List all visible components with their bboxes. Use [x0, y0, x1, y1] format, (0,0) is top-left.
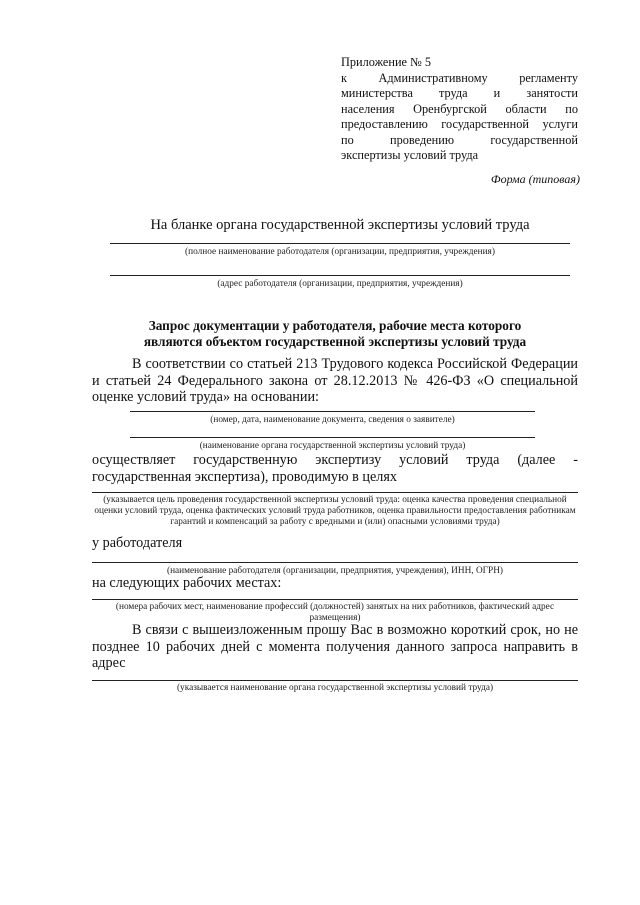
performs-paragraph: осуществляет государственную экспертизу условий труда (далее - государственная экспертиза), проводимую в целях — [92, 452, 578, 485]
workplaces-line — [92, 599, 578, 600]
workplaces-caption: (номера рабочих мест, наименование профессий (должностей) занятых на них работников, фактический адрес размещения) — [115, 602, 555, 623]
employer-address-caption: (адрес работодателя (организации, предприятия, учреждения) — [217, 279, 463, 289]
appendix-line: к Административному регламенту — [341, 70, 578, 85]
appendix-line: экспертизы условий труда — [341, 148, 479, 162]
basis-caption: (номер, дата, наименование документа, сведения о заявителе) — [210, 415, 455, 425]
appendix-title: Приложение № 5 — [341, 55, 432, 69]
title-line: Запрос документации у работодателя, рабочие места которого — [148, 318, 522, 333]
document-title — [95, 318, 575, 350]
letterhead-note: На бланке органа государственной экспертизы условий труда — [150, 217, 530, 233]
purpose-line — [92, 492, 578, 493]
employer-details-line — [92, 562, 578, 563]
request-paragraph: В связи с вышеизложенным прошу Вас в возможно короткий срок, но не позднее 10 рабочих дней с момента получения данного запроса направить в адрес — [92, 622, 578, 671]
employer-details-caption: (наименование работодателя (организации, предприятия, учреждения), ИНН, ОГРН) — [166, 566, 504, 576]
appendix-line: предоставлению государственной услуги — [341, 117, 578, 131]
appendix-header — [341, 55, 578, 164]
authority-caption: (наименование органа государственной экспертизы условий труда) — [199, 441, 466, 451]
purpose-caption: (указывается цель проведения государственной экспертизы условий труда: оценка качества проведения специальной оценки условий труда, оценка фактических условий труда работников, оценка правильности предоставления работникам гарантий и компенсаций за работу с вредными и (или) опасными условиями труда) — [94, 495, 576, 527]
employer-name-line — [110, 243, 570, 244]
at-workplaces-text: на следующих рабочих местах: — [92, 575, 282, 591]
form-note: Форма (типовая) — [490, 172, 580, 186]
recipient-caption: (указывается наименование органа государственной экспертизы условий труда) — [176, 683, 494, 693]
appendix-line: населения Оренбургской области по — [341, 101, 578, 116]
appendix-line: по проведению государственной — [341, 132, 578, 147]
basis-line — [130, 411, 535, 412]
recipient-line — [92, 680, 578, 681]
title-line: являются объектом государственной экспертизы условий труда — [143, 334, 527, 349]
employer-address-line — [110, 275, 570, 276]
appendix-line: министерства труда и занятости — [341, 86, 578, 100]
authority-line — [130, 437, 535, 438]
intro-paragraph: В соответствии со статьей 213 Трудового кодекса Российской Федерации и статьей 24 Федерального закона от 28.12.2013 № 426-ФЗ «О специальной оценке условий труда» на основании: — [92, 356, 578, 405]
at-employer-text: у работодателя — [92, 535, 183, 551]
employer-name-caption: (полное наименование работодателя (организации, предприятия, учреждения) — [185, 247, 495, 257]
